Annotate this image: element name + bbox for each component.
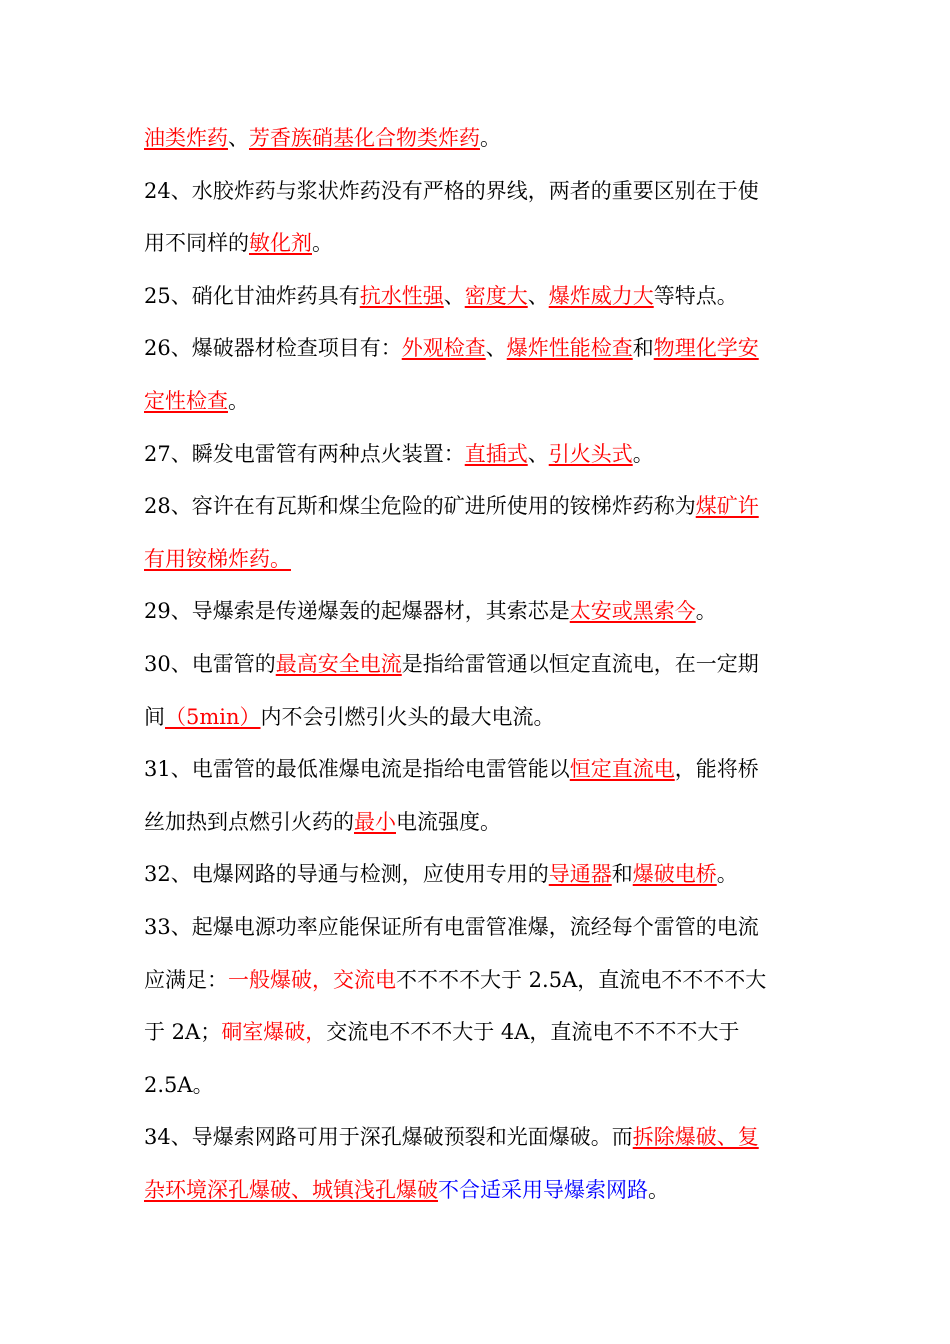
q30-line-2: [144, 691, 808, 744]
q24-line-1: [144, 165, 808, 218]
q34-line-2: [144, 1164, 808, 1217]
q27-line: [144, 428, 808, 481]
q31-line-2: [144, 796, 808, 849]
q33-text-4: 2.5A。: [144, 1072, 214, 1097]
q33-line-3: [144, 1006, 808, 1059]
q30-text-cont: 是指给雷管通以恒定直流电，在一定期: [401, 651, 759, 676]
q29-line: [144, 585, 808, 638]
q29-text: 29、导爆索是传递爆轰的起爆器材，其索芯是: [144, 599, 570, 624]
q31-line-1: [144, 743, 808, 796]
q32-text: 32、电爆网路的导通与检测，应使用专用的: [144, 862, 549, 887]
q33-answer-1: 一般爆破，: [228, 967, 333, 992]
q28-answer: 煤矿许: [695, 494, 759, 519]
q25-answer-1: 抗水性强: [359, 283, 444, 308]
q34-line-1: [144, 1111, 808, 1164]
q26-answer-3: 物理化学安: [653, 336, 759, 361]
q26-line-1: [144, 322, 808, 375]
q31-answer-2: 最小: [354, 809, 396, 834]
punctuation: 。: [695, 599, 717, 624]
q33-text-3-end: 交流电不不不大于 4A，直流电不不不不大于: [326, 1020, 740, 1045]
punctuation: 、: [527, 441, 549, 466]
q31-text: 31、电雷管的最低准爆电流是指给电雷管能以: [144, 757, 570, 782]
q27-answer-2: 引火头式: [548, 441, 633, 466]
q33-text: 33、起爆电源功率应能保证所有电雷管准爆，流经每个雷管的电流: [144, 914, 759, 939]
q25-text-end: 等特点。: [653, 283, 738, 308]
q28-line-2: [144, 533, 808, 586]
q33-line-2: [144, 954, 808, 1007]
q33-text-3: 于 2A；: [144, 1020, 222, 1045]
q25-text: 25、硝化甘油炸药具有: [144, 283, 360, 308]
q31-answer-1: 恒定直流电: [569, 757, 675, 782]
punctuation: 。: [480, 126, 501, 150]
q31-text-cont: ，能将桥: [674, 757, 759, 782]
punctuation: 。: [716, 862, 738, 887]
q29-answer: 太安或黑索今: [569, 599, 696, 624]
q33-line-1: [144, 901, 808, 954]
q33-text-2-end: 不不不不大于 2.5A，直流电不不不不大: [396, 967, 767, 992]
q31-text-end: 电流强度。: [396, 809, 501, 834]
q27-text: 27、瞬发电雷管有两种点火装置：: [144, 441, 465, 466]
q27-answer-1: 直插式: [464, 441, 528, 466]
q30-text-2: 间: [144, 704, 165, 729]
q32-answer-1: 导通器: [548, 862, 612, 887]
q34-answer-1-cont: 杂环境深孔爆破、城镇浅孔爆破: [144, 1177, 438, 1202]
q33-answer-2: 交流电: [333, 967, 396, 992]
q34-text: 34、导爆索网路可用于深孔爆破预裂和光面爆破。而: [144, 1125, 633, 1150]
q32-conj: 和: [611, 862, 633, 887]
q32-answer-2: 爆破电桥: [632, 862, 717, 887]
answer-aromatic-nitro-explosives: 芳香族硝基化合物类炸药: [249, 126, 480, 150]
q30-text-end: 内不会引燃引火头的最大电流。: [260, 704, 555, 729]
q26-answer-3-cont: 定性检查: [144, 388, 228, 413]
q26-conj: 和: [632, 336, 654, 361]
q24-line-2: [144, 217, 808, 270]
punctuation: 。: [632, 441, 654, 466]
punctuation: 、: [485, 336, 507, 361]
q28-answer-cont: 有用铵梯炸药。: [144, 546, 291, 571]
q24-text: 24、水胶炸药与浆状炸药没有严格的界线，两者的重要区别在于使: [144, 178, 759, 203]
q32-line: [144, 848, 808, 901]
punctuation: 。: [312, 231, 333, 256]
q26-line-2: [144, 375, 808, 428]
q25-answer-3: 爆炸威力大: [548, 283, 654, 308]
punctuation: 、: [527, 283, 549, 308]
q30-line-1: [144, 638, 808, 691]
q33-text-2: 应满足：: [144, 967, 228, 992]
line-1: [144, 112, 808, 165]
q30-answer-2: （5min）: [165, 704, 261, 729]
q26-answer-1: 外观检查: [401, 336, 486, 361]
q26-text: 26、爆破器材检查项目有：: [144, 336, 402, 361]
punctuation: 。: [228, 388, 249, 413]
answer-oil-explosives: 油类炸药: [144, 126, 228, 150]
q34-answer-1: 拆除爆破、复: [632, 1125, 759, 1150]
q25-answer-2: 密度大: [464, 283, 528, 308]
q33-answer-3: 硐室爆破，: [221, 1020, 327, 1045]
punctuation: 。: [648, 1177, 669, 1202]
q24-text-cont: 用不同样的: [144, 231, 249, 256]
q26-answer-2: 爆炸性能检查: [506, 336, 633, 361]
q33-line-4: [144, 1059, 808, 1112]
q25-line: [144, 270, 808, 323]
q28-text: 28、容许在有瓦斯和煤尘危险的矿进所使用的铵梯炸药称为: [144, 494, 696, 519]
q34-text-blue: 不合适采用导爆索网路: [438, 1177, 648, 1202]
punctuation: 、: [228, 126, 249, 150]
document-body: [144, 112, 808, 1216]
punctuation: 、: [443, 283, 465, 308]
q30-answer-1: 最高安全电流: [275, 651, 402, 676]
q24-answer: 敏化剂: [249, 231, 312, 256]
q28-line-1: [144, 480, 808, 533]
q31-text-2: 丝加热到点燃引火药的: [144, 809, 354, 834]
q30-text: 30、电雷管的: [144, 651, 276, 676]
